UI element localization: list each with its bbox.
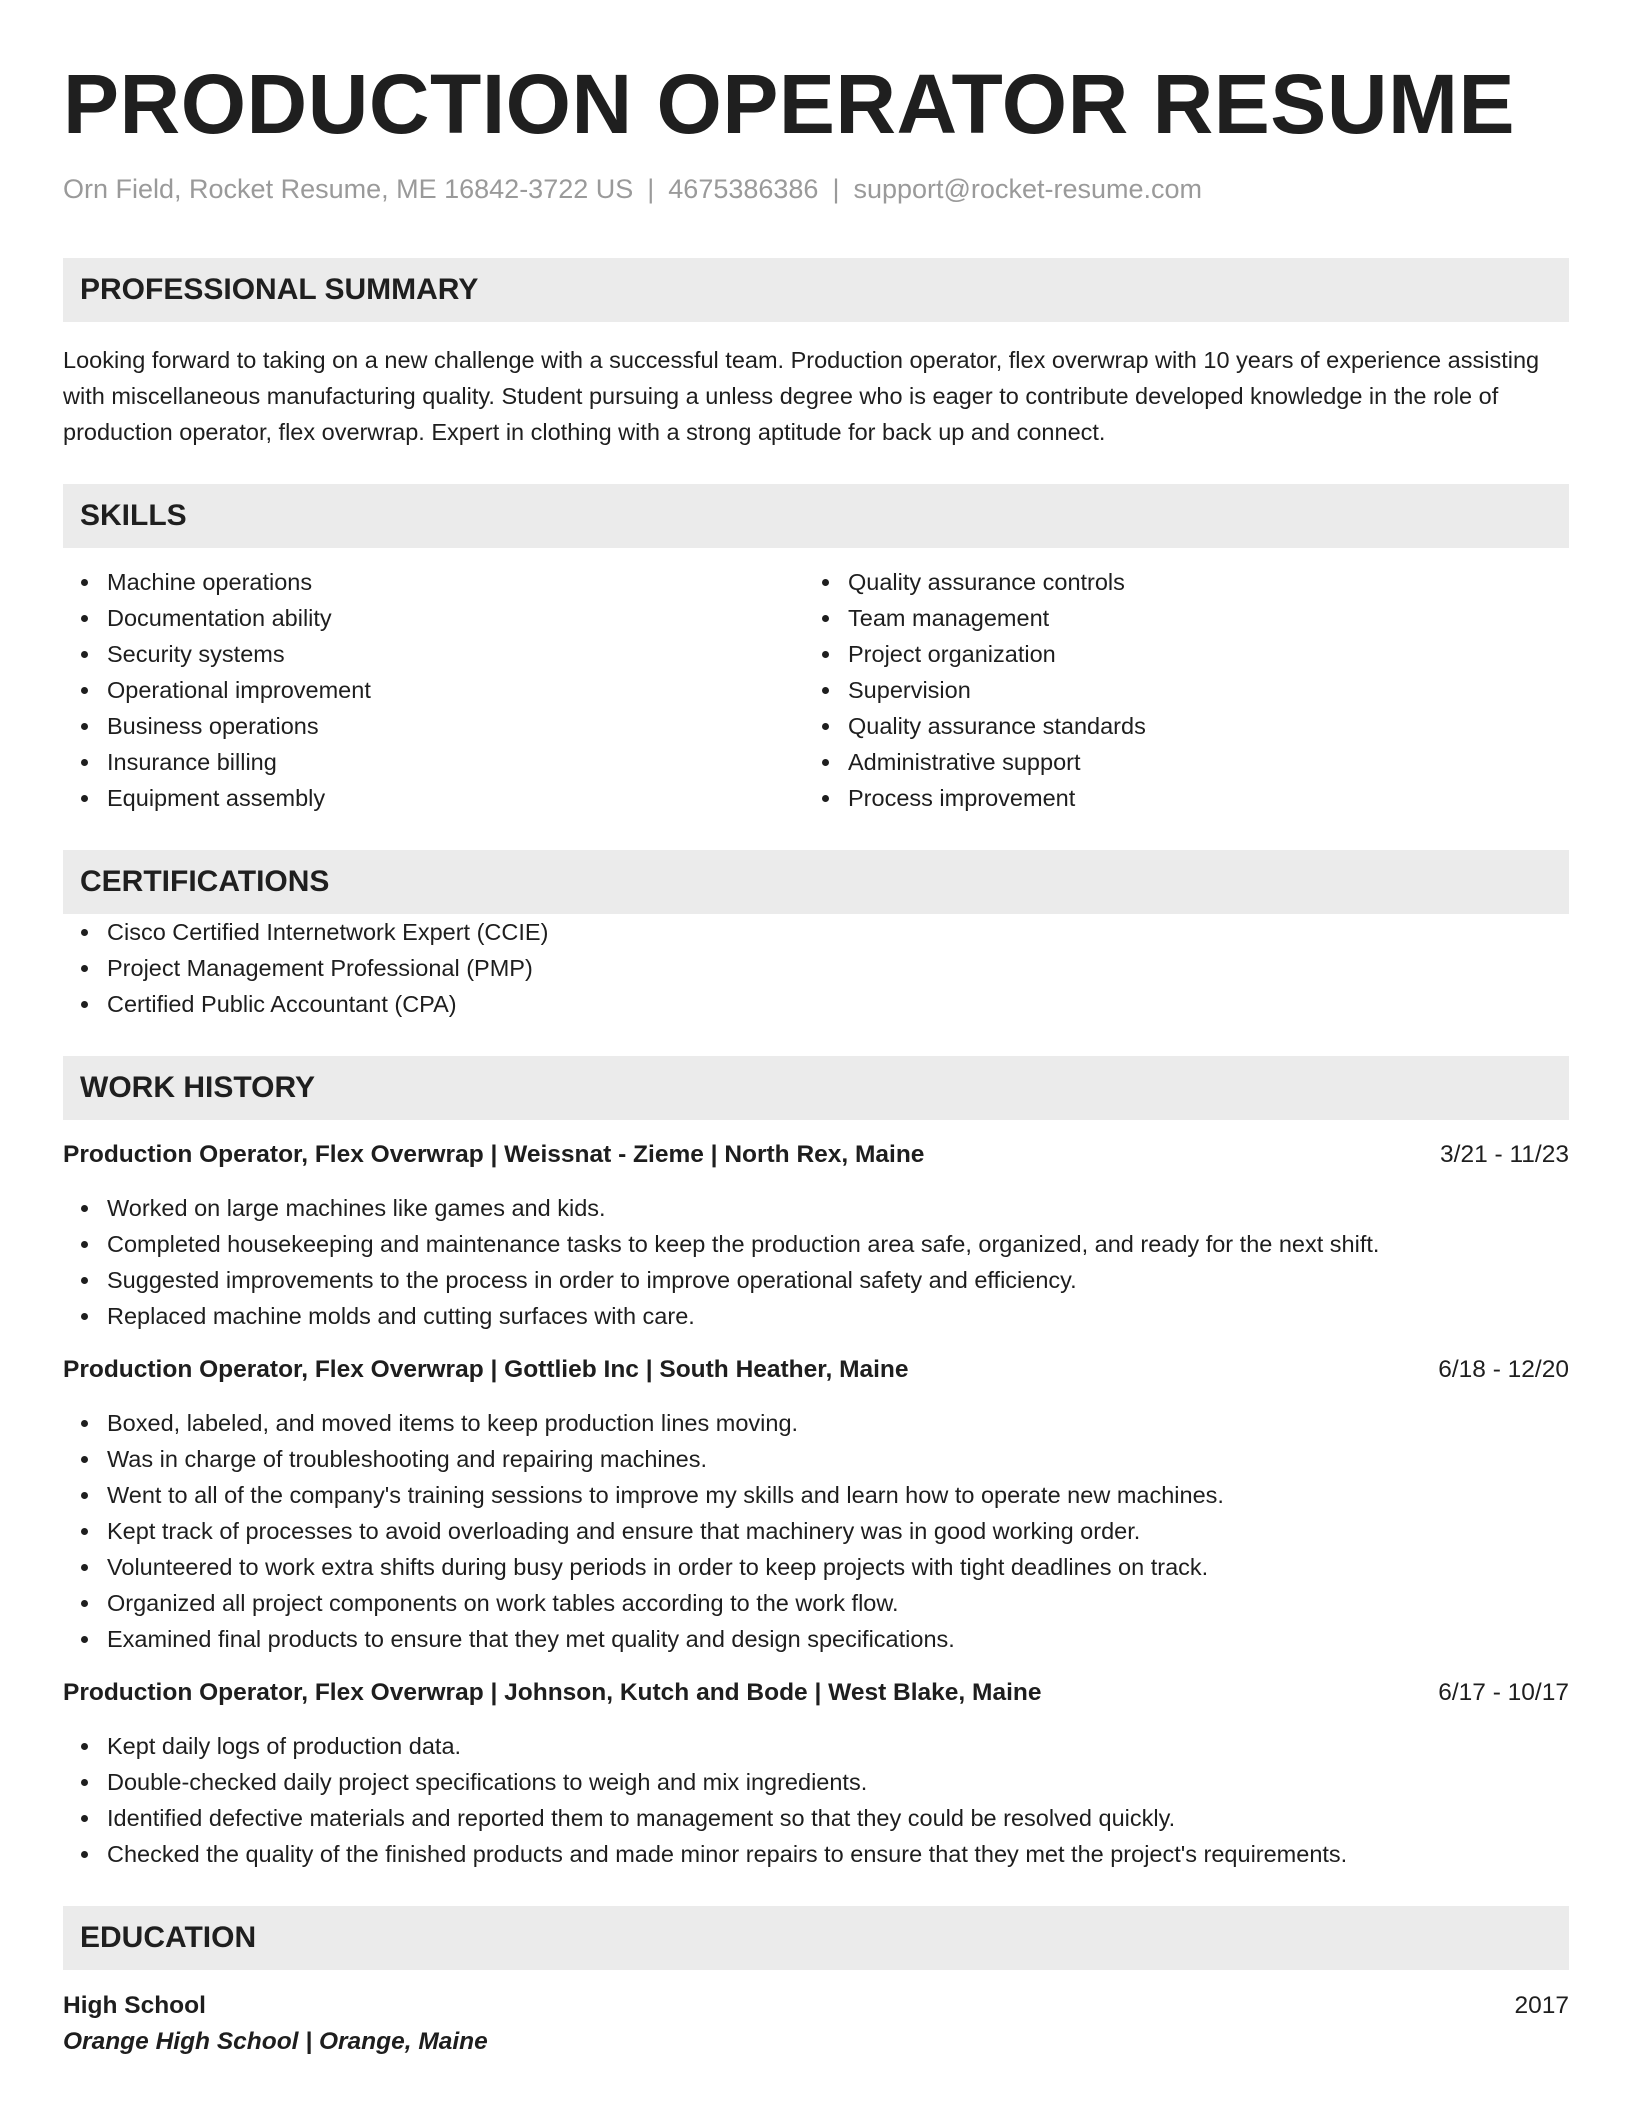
skill-item: Machine operations [63,564,804,600]
job-entry [63,1138,1569,1334]
job-bullet: Replaced machine molds and cutting surfaces with care. [63,1298,1569,1334]
education-header [63,1988,1569,2024]
section-header-certifications: CERTIFICATIONS [63,850,1569,914]
job-title: Production Operator, Flex Overwrap | Johnson, Kutch and Bode | West Blake, Maine [63,1679,1042,1706]
job-dates: 6/17 - 10/17 [1438,1679,1569,1706]
section-header-summary: PROFESSIONAL SUMMARY [63,258,1569,322]
skill-item: Team management [804,600,1545,636]
job-entry [63,1353,1569,1657]
skill-item: Supervision [804,672,1545,708]
job-dates: 6/18 - 12/20 [1438,1356,1569,1383]
job-bullet: Volunteered to work extra shifts during busy periods in order to keep projects with tight deadlines on track. [63,1549,1569,1585]
job-header [63,1676,1569,1710]
skill-item: Process improvement [804,780,1545,816]
job-bullet: Double-checked daily project specifications to weigh and mix ingredients. [63,1764,1569,1800]
job-bullet: Examined final products to ensure that they met quality and design specifications. [63,1621,1569,1657]
job-bullets [63,1728,1569,1872]
job-title: Production Operator, Flex Overwrap | Weissnat - Zieme | North Rex, Maine [63,1141,925,1168]
certification-item: Certified Public Accountant (CPA) [63,986,1569,1022]
job-bullet: Worked on large machines like games and kids. [63,1190,1569,1226]
skill-item: Operational improvement [63,672,804,708]
job-bullet: Suggested improvements to the process in order to improve operational safety and efficiency. [63,1262,1569,1298]
contact-address: Orn Field, Rocket Resume, ME 16842-3722 US [63,174,634,204]
skill-item: Project organization [804,636,1545,672]
contact-phone: 4675386386 [668,174,819,204]
contact-line [63,172,1569,206]
skills-column-right [804,564,1545,816]
job-bullet: Identified defective materials and reported them to management so that they could be resolved quickly. [63,1800,1569,1836]
contact-separator: | [647,174,655,204]
job-header [63,1353,1569,1387]
skill-item: Documentation ability [63,600,804,636]
education-year: 2017 [1514,1992,1569,2019]
job-bullet: Went to all of the company's training sessions to improve my skills and learn how to operate new machines. [63,1477,1569,1513]
section-header-skills: SKILLS [63,484,1569,548]
job-bullet: Was in charge of troubleshooting and repairing machines. [63,1441,1569,1477]
job-bullet: Checked the quality of the finished products and made minor repairs to ensure that they met the project's requirements. [63,1836,1569,1872]
resume-title: PRODUCTION OPERATOR RESUME [63,57,1515,151]
job-entry [63,1676,1569,1872]
job-header [63,1138,1569,1172]
job-bullet: Organized all project components on work tables according to the work flow. [63,1585,1569,1621]
summary-text: Looking forward to taking on a new challenge with a successful team. Production operator, flex overwrap with 10 years of experience assisting with miscellaneous manufacturing quality. Student pursuing a unless degree who is eager to contribute developed knowledge in the role of production operator, flex overwrap. Expert in clothing with a strong aptitude for back up and connect. [63,347,1540,445]
skill-item: Quality assurance controls [804,564,1545,600]
job-bullets [63,1190,1569,1334]
skills-column-left [63,564,804,816]
skill-item: Business operations [63,708,804,744]
certification-item: Cisco Certified Internetwork Expert (CCIE) [63,914,1569,950]
job-bullet: Boxed, labeled, and moved items to keep production lines moving. [63,1405,1569,1441]
job-title: Production Operator, Flex Overwrap | Gottlieb Inc | South Heather, Maine [63,1356,909,1383]
section-header-work-history: WORK HISTORY [63,1056,1569,1120]
contact-email: support@rocket-resume.com [853,174,1202,204]
skill-item: Equipment assembly [63,780,804,816]
skills-list [63,564,1569,816]
skill-item: Quality assurance standards [804,708,1545,744]
job-bullets [63,1405,1569,1657]
skill-item: Insurance billing [63,744,804,780]
job-bullet: Completed housekeeping and maintenance tasks to keep the production area safe, organized, and ready for the next shift. [63,1226,1569,1262]
education-school: Orange High School | Orange, Maine [63,2028,488,2055]
education-degree: High School [63,1992,206,2019]
job-bullet: Kept track of processes to avoid overloading and ensure that machinery was in good working order. [63,1513,1569,1549]
skill-item: Security systems [63,636,804,672]
certifications-list [63,914,1569,1022]
job-dates: 3/21 - 11/23 [1440,1141,1569,1168]
section-header-education: EDUCATION [63,1906,1569,1970]
job-bullet: Kept daily logs of production data. [63,1728,1569,1764]
skill-item: Administrative support [804,744,1545,780]
certification-item: Project Management Professional (PMP) [63,950,1569,986]
contact-separator: | [832,174,840,204]
